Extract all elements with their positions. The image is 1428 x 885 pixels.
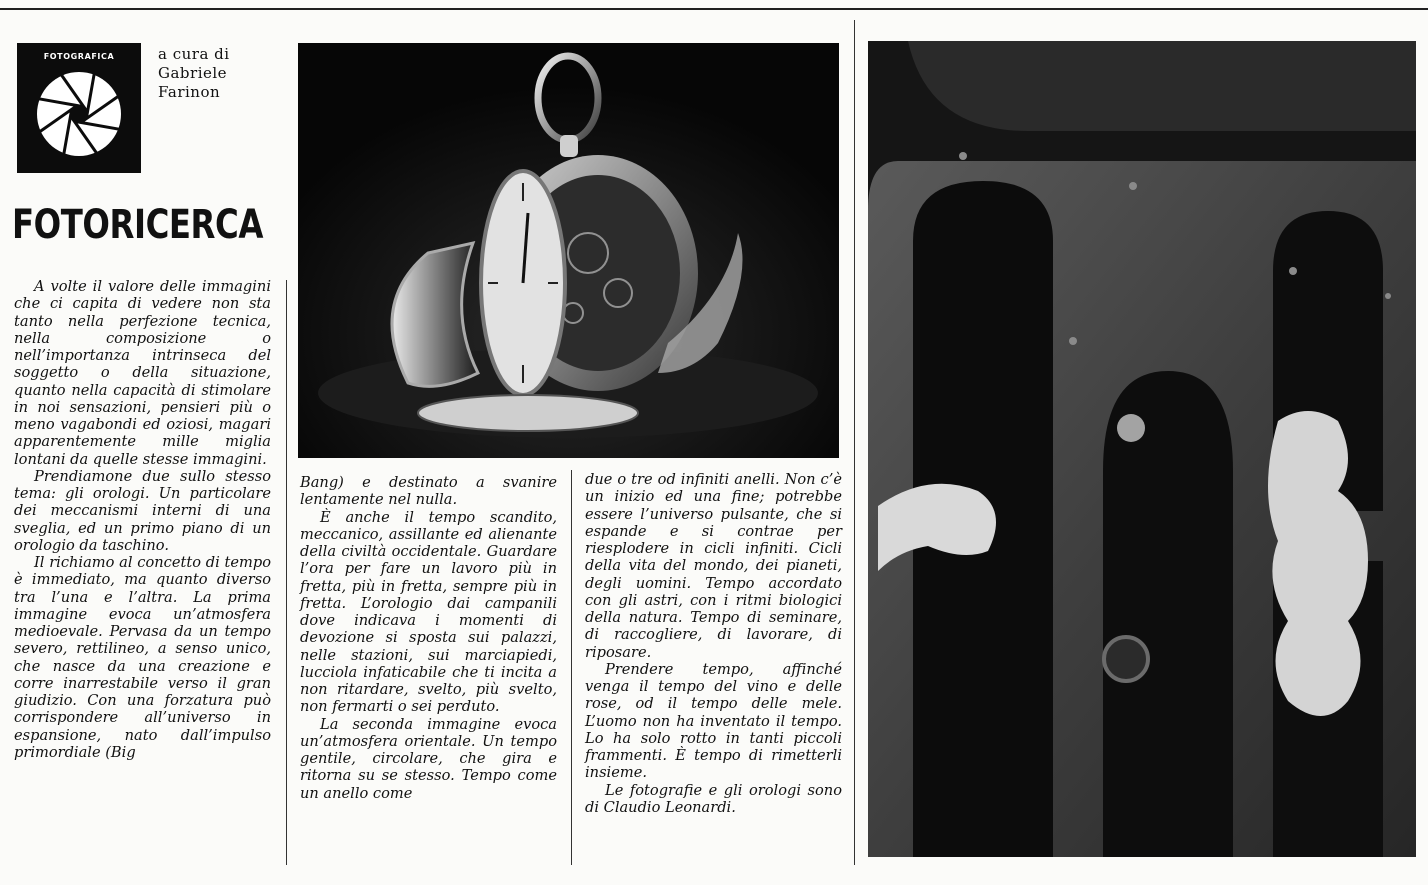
curator-credit bbox=[158, 45, 230, 102]
col1-paragraph: Prendiamone due sullo stesso tema: gli orologi. Un particolare dei meccanismi interni di una sveglia, ed un primo piano di un orologio da taschino. bbox=[14, 467, 271, 554]
column-divider bbox=[571, 470, 572, 865]
rubric-badge bbox=[17, 43, 141, 173]
col1-paragraph: Il richiamo al concetto di tempo è immediato, ma quanto diverso tra l’una e l’altra. La prima immagine evoca un’atmosfera medioevale. Pervasa da un tempo severo, rettilineo, a senso unico, che nasce da una creazione e corre inarrestabile verso il gran giudizio. Con una forzatura può corrispondere all’universo in espansione, nato dall’impulso primordiale (Big bbox=[14, 554, 271, 761]
col1-paragraph: A volte il valore delle immagini che ci capita di vedere non sta tanto nella perfezione tecnica, nella composizione o nell’importanza intrinseca del soggetto o della situazione, quanto nella capacità di stimolare in noi sensazioni, pensieri più o meno vagabondi ed oziosi, magari apparentemente mille miglia lontani da quelle stesse immagini. bbox=[14, 278, 271, 468]
curator-line-2: Gabriele bbox=[158, 64, 228, 82]
col3-paragraph: Prendere tempo, affinché venga il tempo del vino e delle rose, od il tempo delle mele. L’uomo non ha inventato il tempo. Lo ha solo rotto in tanti piccoli frammenti. È tempo di rimetterli insieme. bbox=[585, 660, 842, 782]
col2-paragraph: La seconda immagine evoca un’atmosfera orientale. Un tempo gentile, circolare, che gira e ritorna su se stesso. Tempo come un anello come bbox=[300, 715, 557, 802]
column-1 bbox=[14, 278, 271, 761]
article-headline: FOTORICERCA bbox=[12, 202, 263, 248]
page-top-rule bbox=[0, 0, 1428, 10]
curator-line-1: a cura di bbox=[158, 45, 230, 63]
curator-line-3: Farinon bbox=[158, 83, 221, 101]
column-2 bbox=[300, 474, 557, 802]
column-divider bbox=[286, 280, 287, 865]
pocket-watch-photo bbox=[298, 43, 839, 458]
column-divider bbox=[854, 20, 855, 865]
col3-paragraph: due o tre od infiniti anelli. Non c’è un inizio ed una fine; potrebbe essere l’universo pulsante, che si espande e si contrae per riesplodere in cicli infiniti. Cicli della vita del mondo, dei pianeti, degli uomini. Tempo accordato con gli astri, con i ritmi biologici della natura. Tempo di seminare, di raccogliere, di lavorare, di riposare. bbox=[585, 471, 842, 661]
rubric-label: FOTOGRAFICA bbox=[43, 52, 115, 61]
clock-mechanism-photo bbox=[868, 41, 1416, 857]
col2-paragraph: È anche il tempo scandito, meccanico, assillante ed alienante della civiltà occidentale. Guardare l’ora per fare un lavoro più in fretta, più in fretta, sempre più in fretta. L’orologio dai campanili dove indicava i momenti di devozione si sposta sui palazzi, nelle stazioni, sui marciapiedi, lucciola infaticabile che ti incita a non ritardare, svelto, più svelto, non fermarti o sei perduto. bbox=[300, 508, 557, 716]
col2-paragraph: Bang) e destinato a svanire lentamente nel nulla. bbox=[300, 474, 557, 509]
aperture-icon bbox=[34, 69, 124, 159]
col3-paragraph: Le fotografie e gli orologi sono di Claudio Leonardi. bbox=[585, 781, 842, 816]
column-3 bbox=[585, 471, 842, 816]
